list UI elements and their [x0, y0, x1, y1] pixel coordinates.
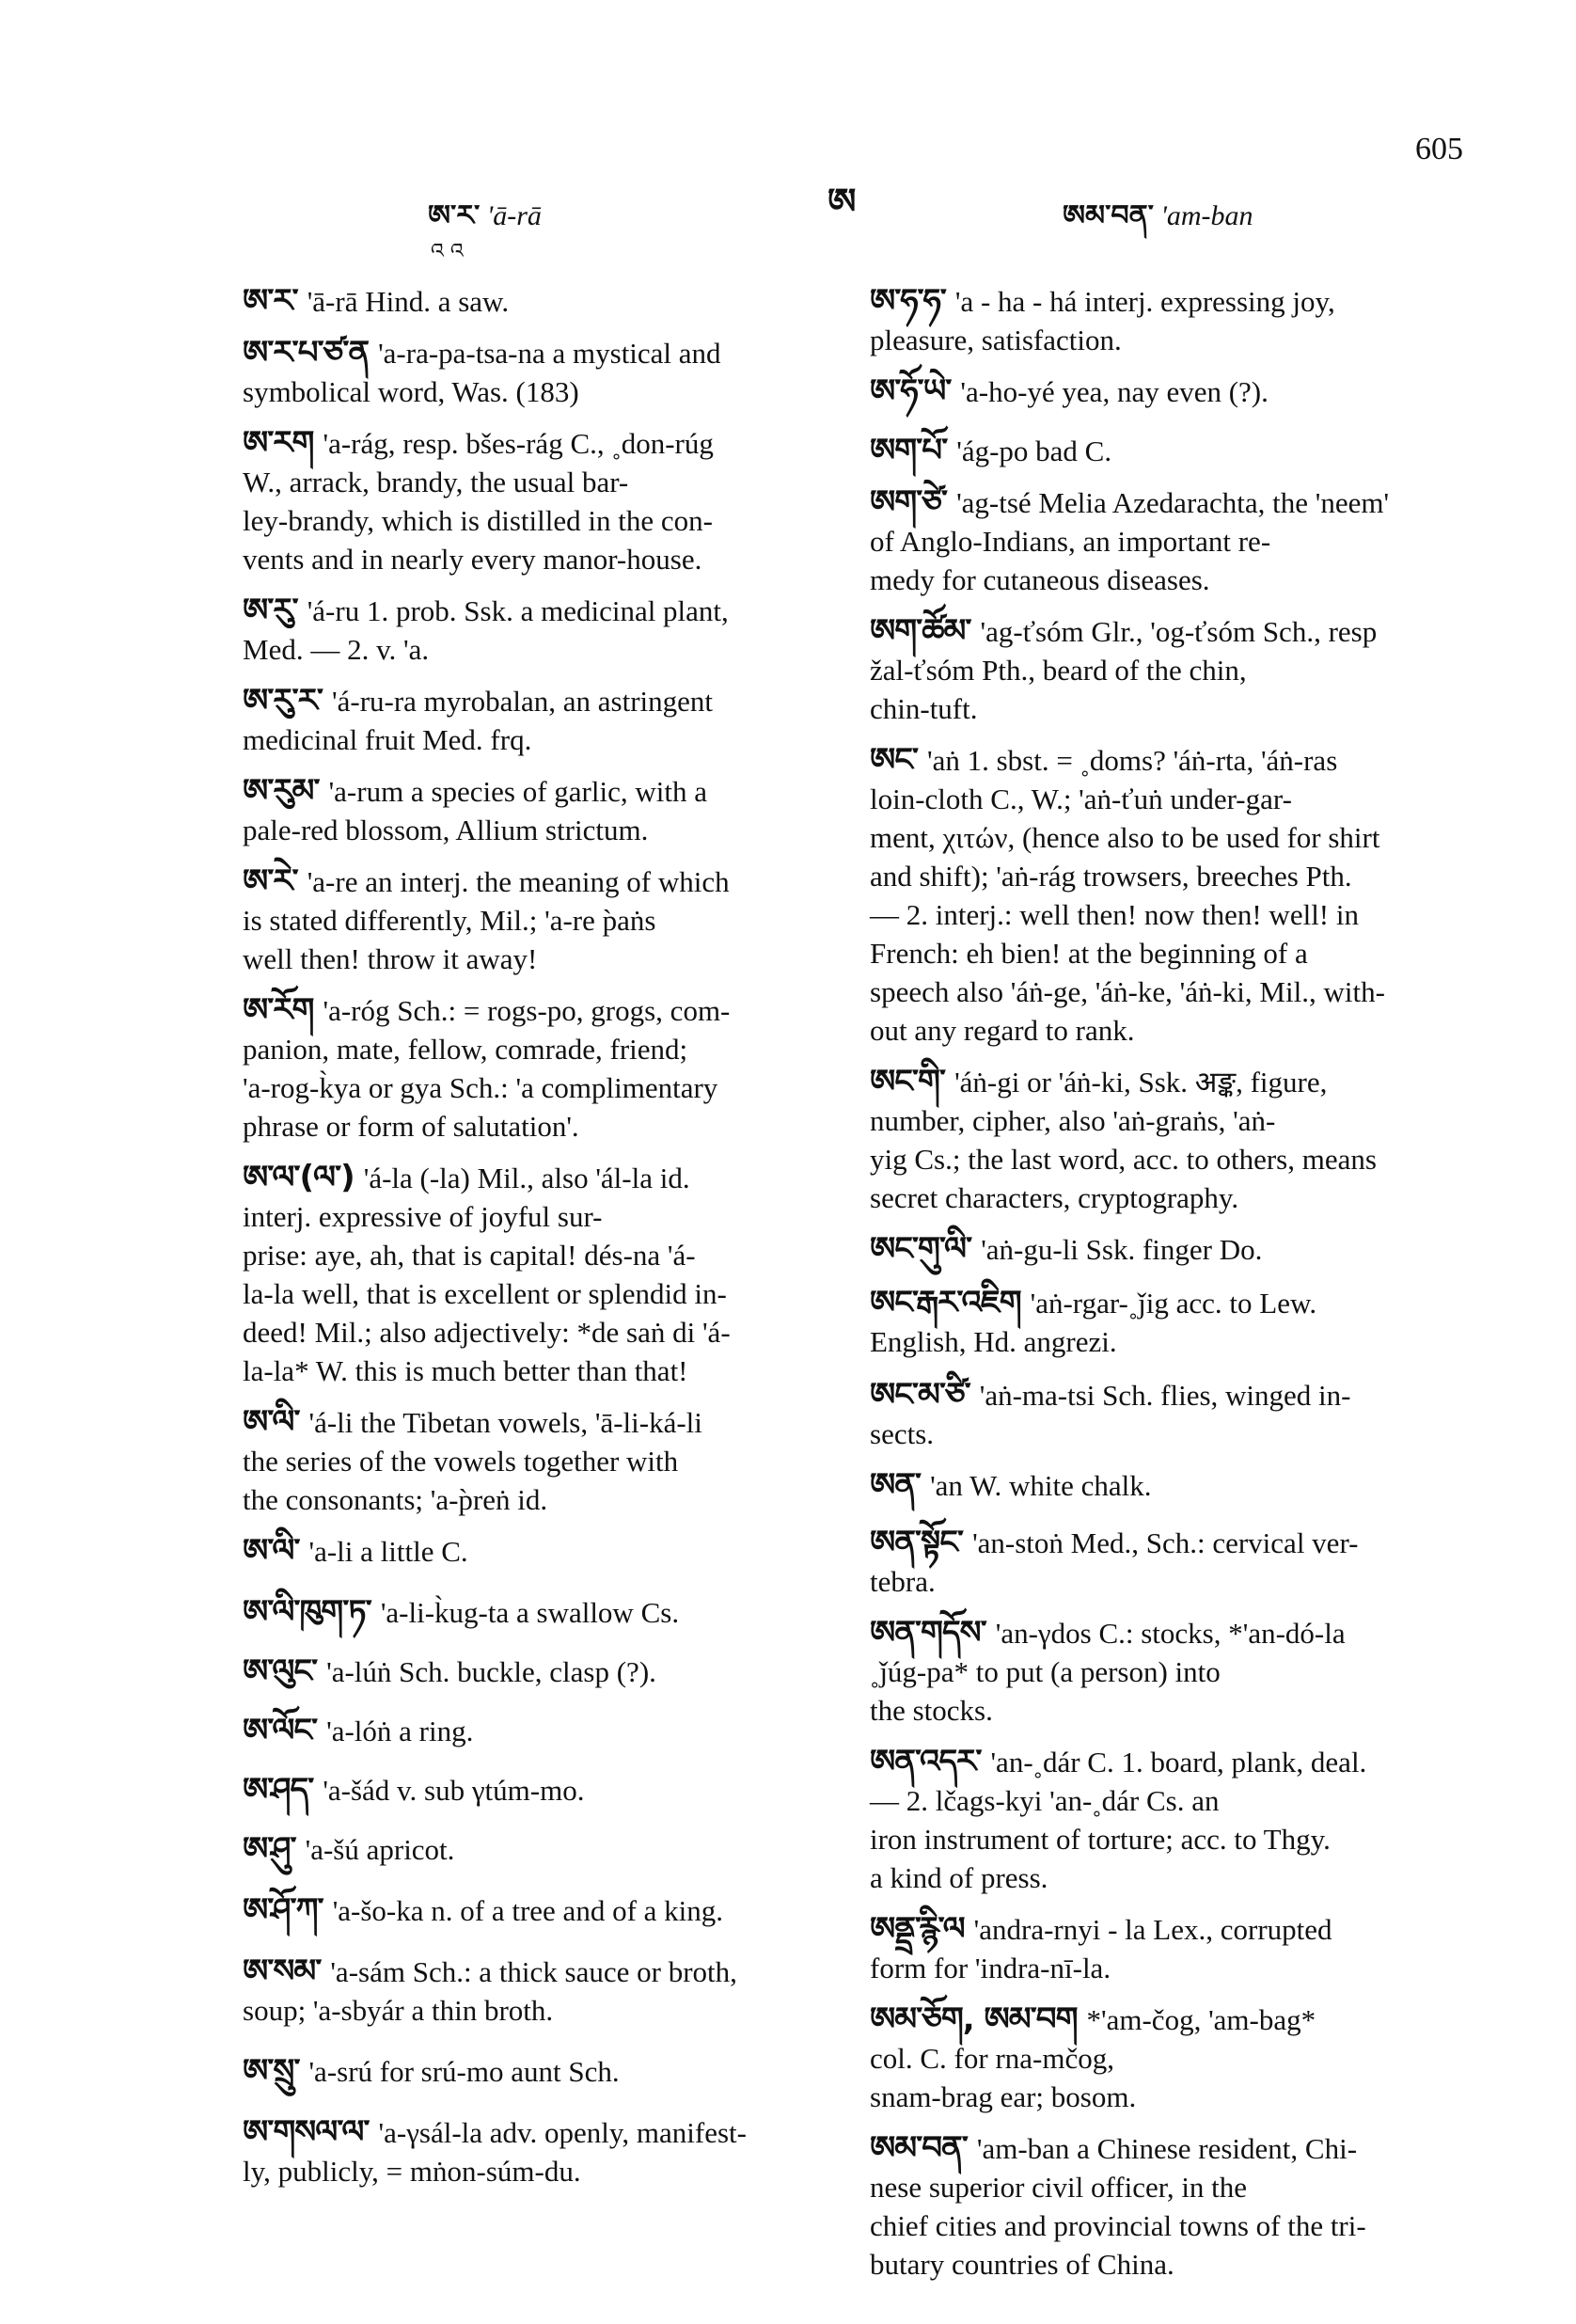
entry-definition: 'an-γdos C.: stocks, *'an-dó-la ˳ǰúg-pa* to put (a person) into the stocks.: [870, 1617, 1346, 1727]
entry-headword: ཨ་རུ་: [243, 592, 298, 629]
dictionary-entry: [243, 424, 844, 578]
entry-definition: 'aṅ-gu-li Ssk. finger Do.: [981, 1233, 1263, 1266]
entry-definition: 'a-róg Sch.: = rogs-po, grogs, com- panion, mate, fellow, comrade, friend; 'a-rog-k̀ya or gya Sch.: 'a complimentary phrase or form of salutation'.: [243, 994, 731, 1143]
right-header-tibetan: ཨམ་བན་: [1063, 199, 1154, 232]
dictionary-entry: [243, 1532, 844, 1571]
entry-definition: 'a-šo-ka n. of a tree and of a king.: [332, 1894, 724, 1927]
dictionary-entry: [243, 282, 844, 321]
entry-definition: 'a-srú for srú-mo aunt Sch.: [308, 2055, 620, 2088]
entry-headword: ཨང་གུ་ལི་: [870, 1230, 972, 1268]
dictionary-entry: [870, 483, 1490, 599]
entry-definition: 'á-la (-la) Mil., also 'ál-la id. interj. expressive of joyful sur- prise: aye, ah, that is capital! dés-na 'á- la-la well, that is excellent or splendid in- deed! Mil.; also adjectively: *de saṅ di 'á- la-la* W. this is much better than that!: [243, 1162, 731, 1387]
entry-headword: ཨ་ཤད་: [243, 1771, 314, 1809]
entry-headword: ཨན་: [870, 1466, 922, 1504]
entry-headword: ཨ་ལ་(ལ་): [243, 1159, 355, 1196]
entry-headword: ཨ་གསལ་ལ་: [243, 2113, 370, 2151]
dictionary-entry: [243, 2052, 844, 2091]
entry-definition: 'a-sám Sch.: a thick sauce or broth, soup; 'a-sbyár a thin broth.: [243, 1955, 737, 2027]
entry-headword: ཨ་ཧོ་ཡེ་: [870, 372, 952, 410]
dictionary-entry: [243, 1891, 844, 1930]
entry-headword: ཨ་ལི་: [243, 1403, 300, 1441]
entry-definition: 'aṅ-rgar-˳ǰig acc. to Lew. English, Hd. angrezi.: [870, 1287, 1317, 1358]
entry-headword: ཨམ་ཅོག, ཨམ་བག: [870, 2000, 1078, 2038]
dictionary-entry: [870, 741, 1490, 1050]
dictionary-entry: [870, 1466, 1490, 1505]
dictionary-entry: [870, 1524, 1490, 1601]
dictionary-entry: [870, 612, 1490, 728]
dictionary-entry: [243, 1593, 844, 1632]
right-header: [1063, 184, 1253, 263]
dictionary-entry: [243, 1952, 844, 2030]
dictionary-entry: [870, 2000, 1490, 2116]
entry-headword: ཨག་ཙེ་: [870, 483, 948, 521]
entry-definition: *'am-čog, 'am-bag* col. C. for rna-mčog, snam-brag ear; bosom.: [870, 2003, 1316, 2113]
entry-headword: ཨང་: [870, 741, 918, 779]
entry-headword: ཨ་སྲུ་: [243, 2052, 300, 2090]
page-number: 605: [1415, 132, 1463, 166]
entry-headword: ཨ་ཧ་ཧ་: [870, 282, 946, 320]
entry-definition: 'a-li-k̀ug-ta a swallow Cs.: [380, 1596, 680, 1629]
entry-definition: 'ā-rā Hind. a saw.: [307, 285, 510, 318]
entry-headword: ཨ་ལི་ཁུག་ཏ་: [243, 1593, 371, 1631]
entry-definition: 'a-lúṅ Sch. buckle, clasp (?).: [326, 1655, 656, 1688]
entry-headword: ཨ་རུ་ར་: [243, 682, 323, 719]
dictionary-entry: [243, 334, 844, 411]
entry-definition: 'ag-tsé Melia Azedarachta, the 'neem' of Anglo-Indians, an important re- medy for cutaneous diseases.: [870, 486, 1390, 596]
entry-headword: ཨ་ལི་: [243, 1532, 300, 1570]
dictionary-entry: [870, 1063, 1490, 1217]
entry-definition: 'a-rum a species of garlic, with a pale-red blossom, Allium strictum.: [243, 775, 707, 846]
dictionary-entry: [243, 772, 844, 849]
entry-definition: 'a-li a little C.: [308, 1535, 468, 1568]
dictionary-entry: [243, 1771, 844, 1810]
entry-headword: ཨང་རྒར་འཇིག: [870, 1284, 1021, 1321]
entry-headword: ཨ་ལུང་: [243, 1652, 318, 1690]
entry-definition: 'andra-rnyi - la Lex., corrupted form for 'indra-nī-la.: [870, 1913, 1332, 1984]
dictionary-entry: [870, 1230, 1490, 1269]
entry-headword: ཨ་རོག: [243, 991, 314, 1029]
entry-definition: 'an W. white chalk.: [930, 1469, 1152, 1502]
entry-definition: 'á-ru-ra myrobalan, an astringent medicinal fruit Med. frq.: [243, 685, 713, 756]
dictionary-entry: [870, 2129, 1490, 2284]
dictionary-entry: [870, 1743, 1490, 1897]
entry-headword: ཨང་གི་: [870, 1063, 946, 1100]
entry-headword: ཨ་རག: [243, 424, 314, 462]
entry-definition: 'aṅ 1. sbst. = ˳doms? 'áṅ-rta, 'áṅ-ras loin-cloth C., W.; 'aṅ-ťuṅ under-gar- ment, χιτών, (hence also to be used for shirt and shift); 'aṅ-rág trowsers, breeches Pth. — 2. interj.: well then! now then! well! in French: eh bien! at the beginning of a speech also 'áṅ-ge, 'áṅ-ke, 'áṅ-ki, Mil., with- out any regard to rank.: [870, 744, 1385, 1047]
dictionary-entry: [243, 1712, 844, 1750]
left-header-sub: འ འ: [431, 240, 464, 263]
entry-definition: 'a-ho-yé yea, nay even (?).: [960, 375, 1269, 408]
entry-definition: 'an-stoṅ Med., Sch.: cervical ver- tebra.: [870, 1526, 1359, 1598]
entry-definition: 'aṅ-ma-tsi Sch. flies, winged in- sects.: [870, 1379, 1351, 1450]
entry-definition: 'á-ru 1. prob. Ssk. a medicinal plant, Med. — 2. v. 'a.: [243, 594, 729, 666]
entry-headword: ཨ་རེ་: [243, 862, 298, 900]
entry-definition: 'a-lóṅ a ring.: [326, 1715, 474, 1747]
dictionary-entry: [243, 592, 844, 669]
dictionary-entry: [243, 1830, 844, 1869]
dictionary-entry: [243, 1159, 844, 1390]
entry-definition: 'a-re an interj. the meaning of which is stated differently, Mil.; 'a-re p̀aṅs well then! throw it away!: [243, 865, 730, 975]
entry-definition: 'á-li the Tibetan vowels, 'ā-li-ká-li the series of the vowels together with the consonants; 'a-p̀reṅ id.: [243, 1406, 702, 1516]
dictionary-entry: [870, 1910, 1490, 1987]
dictionary-entry: [243, 1652, 844, 1691]
center-letter: ཨ: [827, 181, 857, 222]
entry-definition: 'a-rág, resp. bšes-rág C., ˳don-rúg W., arrack, brandy, the usual bar- ley-brandy, which is distilled in the con- vents and in nearly every manor-house.: [243, 427, 714, 576]
entry-headword: ཨན་འདར་: [870, 1743, 982, 1780]
entry-headword: ཨམ་བན་: [870, 2129, 968, 2167]
entry-definition: 'a-šú apricot.: [305, 1833, 455, 1866]
dictionary-entry: [870, 282, 1490, 359]
entry-headword: ཨན་སྟོང་: [870, 1524, 964, 1561]
dictionary-entry: [870, 1614, 1490, 1730]
entry-headword: ཨ་ཤུ་: [243, 1830, 296, 1868]
left-header-tibetan: ཨ་ར་: [428, 199, 481, 232]
entry-definition: 'áṅ-gi or 'áṅ-ki, Ssk. अङ्क, figure, number, cipher, also 'aṅ-graṅs, 'aṅ- yig Cs.; the last word, acc. to others, means secret characters, cryptography.: [870, 1066, 1377, 1214]
entry-definition: 'a-šád v. sub γtúm-mo.: [323, 1774, 585, 1807]
entry-headword: ཨནྡྲ་རྙི་ལ: [870, 1910, 965, 1948]
dictionary-entry: [243, 2113, 844, 2190]
entry-headword: ཨག་པོ་: [870, 432, 948, 469]
entry-headword: ཨང་མ་ཙི་: [870, 1376, 970, 1414]
entry-definition: 'a-ra-pa-tsa-na a mystical and symbolical word, Was. (183): [243, 337, 721, 408]
entry-definition: 'am-ban a Chinese resident, Chi- nese superior civil officer, in the chief cities and provincial towns of the tri- butary countries of China.: [870, 2132, 1366, 2281]
dictionary-entry: [870, 372, 1490, 411]
entry-headword: ཨག་ཚོམ་: [870, 612, 971, 650]
entry-headword: ཨ་ར་པ་ཙ་ན: [243, 334, 370, 372]
entry-definition: 'a-γsál-la adv. openly, manifest- ly, publicly, = mṅon-súm-du.: [243, 2116, 747, 2188]
left-header-translit: 'ā-rā: [486, 200, 542, 231]
dictionary-entry: [243, 991, 844, 1146]
right-column: [870, 282, 1490, 2284]
left-column: [243, 282, 844, 2190]
entry-definition: 'an-˳dár C. 1. board, plank, deal. — 2. lčags-kyi 'an-˳dár Cs. an iron instrument of torture; acc. to Thgy. a kind of press.: [870, 1746, 1367, 1894]
dictionary-entry: [243, 682, 844, 759]
entry-definition: 'a - ha - há interj. expressing joy, pleasure, satisfaction.: [870, 285, 1335, 356]
entry-headword: ཨ་ལོང་: [243, 1712, 318, 1749]
dictionary-entry: [870, 432, 1490, 470]
entry-headword: ཨན་གདོས་: [870, 1614, 986, 1652]
entry-definition: 'ág-po bad C.: [956, 435, 1112, 467]
entry-definition: 'ag-ťsóm Glr., 'og-ťsóm Sch., resp žal-ťsóm Pth., beard of the chin, chin-tuft.: [870, 615, 1378, 725]
dictionary-entry: [243, 1403, 844, 1519]
entry-headword: ཨ་རུམ་: [243, 772, 320, 810]
entry-headword: ཨ་ར་: [243, 282, 298, 320]
right-header-translit: 'am-ban: [1160, 200, 1253, 231]
dictionary-entry: [870, 1376, 1490, 1453]
entry-headword: ཨ་སམ་: [243, 1952, 322, 1990]
dictionary-entry: [243, 862, 844, 978]
dictionary-entry: [870, 1284, 1490, 1361]
entry-headword: ཨ་ཤོ་ཀ་: [243, 1891, 323, 1929]
